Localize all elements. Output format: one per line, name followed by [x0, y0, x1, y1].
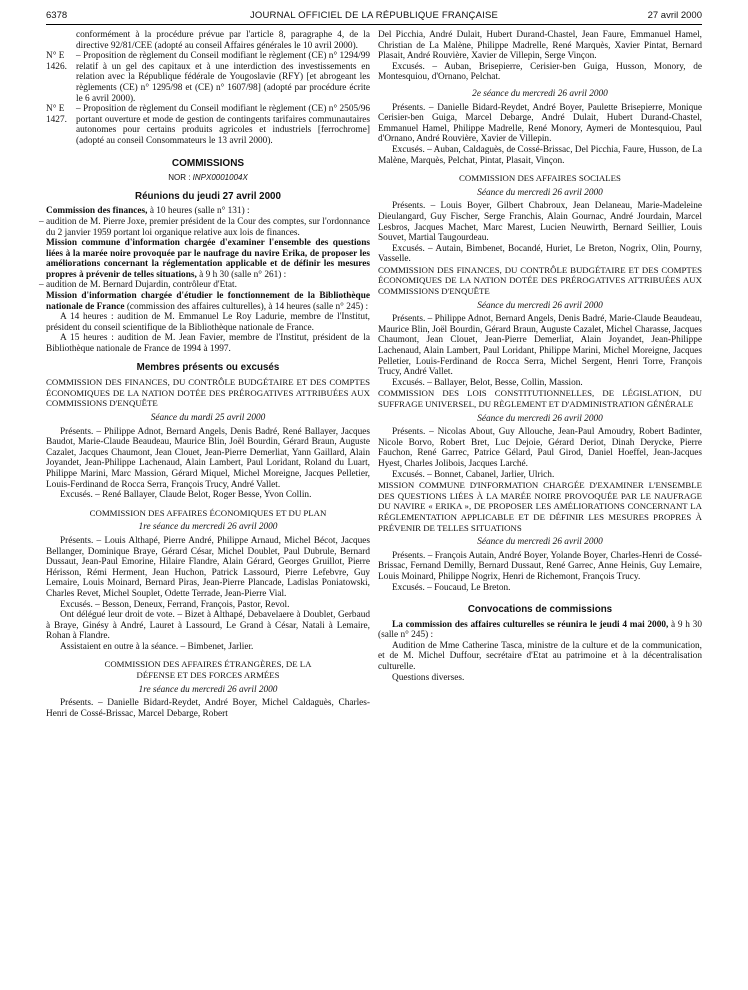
e1427-text: – Proposition de règlement du Conseil modifiant le règlement (CE) n° 2505/96 portant ouverture et mode de gestion de contingents tarifaires communautaires autonomes pour certains produits agricoles et industriels [ferrochrome] (adopté au conseil Consommateurs le 13 avril 2000).: [76, 104, 370, 146]
bib-p1: A 14 heures : audition de M. Emmanuel Le Roy Ladurie, membre de l'Institut, président du conseil scientifique de la Bibliothèque nationale de France.: [46, 312, 370, 333]
cf-excuses: Excusés. – René Ballayer, Claude Belot, Roger Besse, Yvon Collin.: [60, 490, 312, 501]
lois-title: COMMISSION DES LOIS CONSTITUTIONNELLES, DE LÉGISLATION, DU SUFFRAGE UNIVERSEL, DU RÈGLEMENT ET D'ADMINISTRATION GÉNÉRALE: [378, 388, 702, 409]
mission-heading: [46, 238, 370, 280]
etr-title: COMMISSION DES AFFAIRES ÉTRANGÈRES, DE LA DÉFENSE ET DES FORCES ARMÉES: [104, 659, 312, 681]
eco-excuses: Excusés. – Besson, Deneux, Ferrand, François, Pastor, Revol.: [60, 599, 290, 610]
etr-presents: Présents. – Danielle Bidard-Reydet, André Boyer, Michel Caldaguès, Charles-Henri de Cossé-Brissac, Marcel Debarge, Robert: [46, 698, 370, 719]
e1427-key: N° E 1427.: [46, 104, 67, 125]
etr2-presents: Présents. – Danielle Bidard-Reydet, André Boyer, Paulette Brisepierre, Monique Cerisier-ben Guiga, Marcel Debarge, André Dulait, Hubert Durand-Chastel, Emmanuel Hamel, Philippe Madrelle, René Monory, Aymeri de Montesquiou, Paul d'Ornano, André Rouvière, Xavier de Villepin.: [378, 102, 702, 145]
e1427-entry: [46, 104, 370, 146]
page-number: 6378: [46, 10, 68, 21]
fin-seance: Séance du mercredi 26 avril 2000: [477, 300, 603, 311]
right-column: [378, 30, 702, 683]
bib-bold: Mission d'information chargée d'étudier le fonctionnement de la Bibliothèque nationale de France: [46, 291, 370, 312]
e1426-key: N° E 1426.: [46, 51, 67, 72]
intro-text: conformément à la procédure prévue par l'article 8, paragraphe 4, de la directive 92/81/CEE (adopté au conseil Affaires générales le 10 avril 2000).: [76, 30, 370, 51]
eco-presents: Présents. – Louis Althapé, Pierre André, Philippe Arnaud, Michel Bécot, Jacques Bellanger, Dominique Braye, Gérard César, Michel Doublet, Paul Dubrule, Bernard Dussaut, Jean-Paul Emorine, Hilaire Flandre, Alain Gérard, Georges Gruillot, Pierre Hérisson, Rémi Herment, Jean Huchon, Patrick Lassourd, Pierre Lefebvre, Guy Lemaire, Louis Moinard, Bernard Piras, Jean-Pierre Plancade, Ladislas Poniatowski, Charles Revet, Michel Souplet, Odette Terrade, Jean-Pierre Vial.: [46, 535, 370, 599]
left-column: [39, 30, 370, 719]
lois-seance: Séance du mercredi 26 avril 2000: [477, 413, 603, 424]
mission-seance: Séance du mercredi 26 avril 2000: [477, 537, 603, 548]
eco-delegue: Ont délégué leur droit de vote. – Bizet à Althapé, Debavelaere à Doublet, Gerbaud à Braye, Ginésy à André, Lauret à Lassourd, Le Grand à César, Natali à Lemaire, Rohan à Flandre.: [46, 610, 370, 642]
bib-p2: A 15 heures : audition de M. Jean Favier, membre de l'Institut, président de la Bibliothèque nationale de France de 1994 à 1997.: [46, 333, 370, 355]
etr2-seance: 2e séance du mercredi 26 avril 2000: [472, 88, 608, 99]
eco-title: COMMISSION DES AFFAIRES ÉCONOMIQUES ET DU PLAN: [89, 507, 327, 518]
cf-bold: Commission des finances,: [46, 206, 148, 217]
conv-rest: à 9 h 30 (salle n° 245) :: [378, 619, 702, 641]
membres-title: Membres présents ou excusés: [136, 361, 280, 373]
etr-seance: 1re séance du mercredi 26 avril 2000: [138, 684, 278, 695]
cf-presents: Présents. – Philippe Adnot, Bernard Angels, Denis Badré, René Ballayer, Jacques Baudot, Marie-Claude Beaudeau, Maurice Blin, Joël Bourdin, Gérard Braun, Auguste Cazalet, Jacques Chaumont, Jean Clouet, Jean-Pierre Demerliat, Yann Gaillard, Alain Joyandet, Jean-Philippe Lachenaud, Alain Lambert, Paul Loridant, Roland du Luart, Philippe Marini, Marc Massion, Gérard Miquel, Michel Moreigne, Jacques Pelletier, Louis-Ferdinand de Rocca Serra, François Trucy, André Vallet.: [46, 426, 370, 490]
mission-item: – audition de M. Bernard Dujardin, contrôleur d'Etat.: [39, 280, 237, 291]
etr2-excuses: Excusés. – Auban, Caldaguès, de Cossé-Brissac, Del Picchia, Faure, Husson, de La Malène, Marquès, Pelchat, Pintat, Plasait, Vinçon.: [378, 144, 702, 166]
cf-rest: à 10 heures (salle n° 131) :: [147, 206, 250, 217]
nor-label: NOR :: [168, 173, 191, 183]
e1426-text: – Proposition de règlement du Conseil modifiant le règlement (CE) n° 1294/99 relatif à un gel des capitaux et à une interdiction des investissements en relation avec la République fédérale de Yougoslavie (RFY) [et abrogeant les règlements (CE) n° 1295/98 et (CE) n° 1607/98] (adopté par procédure écrite le 6 avril 2000).: [76, 51, 370, 104]
issue-date: 27 avril 2000: [647, 10, 702, 21]
conv-p1: Audition de Mme Catherine Tasca, ministre de la culture et de la communication, et de M. Michel Duffour, secrétaire d'Etat au patrimoine et à la décentralisation culturelle.: [378, 640, 702, 673]
mission-title: MISSION COMMUNE D'INFORMATION CHARGÉE D'EXAMINER L'ENSEMBLE DES QUESTIONS LIÉES À LA MARÉE NOIRE PROVOQUÉE PAR LE NAUFRAGE DU NAVIRE « ERIKA », DE PROPOSER LES AMÉLIORATIONS CONCERNANT LA RÉGLEMENTATION APPLICABLE ET DE DÉFINIR LES MESURES PROPRES À PRÉVENIR DE TELLES SITUATIONS: [378, 480, 702, 533]
soc-seance: Séance du mercredi 26 avril 2000: [477, 187, 603, 198]
fin-excuses: Excusés. – Ballayer, Belot, Besse, Collin, Massion.: [392, 377, 583, 388]
mission-presents: Présents. – François Autain, André Boyer, Yolande Boyer, Charles-Henri de Cossé-Brissac, Fernand Demilly, Bernard Dussaut, René Garrec, Anne Heinis, Guy Lemaire, Louis Moinard, Philippe Nogrix, Henri de Richemont, François Trucy.: [378, 550, 702, 582]
nor-code: INPX0001004X: [192, 173, 248, 183]
soc-excuses: Excusés. – Autain, Bimbenet, Bocandé, Huriet, Le Breton, Nogrix, Olin, Pourny, Vasselle.: [378, 243, 702, 265]
page-header: [46, 10, 702, 24]
cf-heading: [46, 206, 370, 217]
fin-title: COMMISSION DES FINANCES, DU CONTRÔLE BUDGÉTAIRE ET DES COMPTES ÉCONOMIQUES DE LA NATION DOTÉE DES PRÉROGATIVES ATTRIBUÉES AUX COMMISSIONS D'ENQUÊTE: [378, 264, 702, 297]
cf-item: – audition de M. Pierre Joxe, premier président de la Cour des comptes, sur l'ordonnance du 2 janvier 1959 portant loi organique relative aux lois de finances.: [39, 216, 370, 238]
etr-excuses: Excusés. – Auban, Brisepierre, Cerisier-ben Guiga, Husson, Monory, de Montesquiou, d'Ornano, Pelchat.: [378, 61, 702, 83]
eco-assistaient: Assistaient en outre à la séance. – Bimbenet, Jarlier.: [60, 641, 254, 652]
commissions-title: COMMISSIONS: [171, 157, 245, 169]
soc-title: COMMISSION DES AFFAIRES SOCIALES: [459, 173, 621, 184]
conv-heading: [378, 620, 702, 641]
reunions-title: Réunions du jeudi 27 avril 2000: [135, 190, 281, 202]
e1426-entry: [46, 51, 370, 104]
lois-presents: Présents. – Nicolas About, Guy Allouche, Jean-Paul Amoudry, Robert Badinter, Nicole Borvo, Robert Bret, Luc Dejoie, Gérard Deriot, Dinah Derycke, Pierre Fauchon, René Garrec, Patrice Gélard, Paul Girod, Daniel Hoeffel, Jean-Jacques Hyest, Charles Jolibois, Jacques Larché.: [378, 427, 702, 469]
nor-line: [46, 173, 370, 184]
fin-presents: Présents. – Philippe Adnot, Bernard Angels, Denis Badré, Marie-Claude Beaudeau, Maurice Blin, Joël Bourdin, Gérard Braun, Auguste Cazalet, Michel Charasse, Jacques Chaumont, Jean Clouet, Jean-Pierre Demerliat, Alain Joyandet, Jean-Philippe Lachenaud, Alain Lambert, Paul Loridant, Philippe Marini, Michel Moreigne, Jacques Pelletier, Louis-Ferdinand de Rocca Serra, Michel Sergent, Henri Torre, François Trucy, André Vallet.: [378, 314, 702, 378]
soc-presents: Présents. – Louis Boyer, Gilbert Chabroux, Jean Delaneau, Marie-Madeleine Dieulangard, Guy Fischer, Serge Franchis, Alain Gournac, André Jourdain, Marcel Lesbros, Jacques Machet, Marc Marest, Lucien Neuwirth, Bernard Seillier, Louis Souvet, Martial Taugourdeau.: [378, 201, 702, 244]
mission-rest: à 9 h 30 (salle n° 261) :: [196, 269, 287, 280]
conv-p2: Questions diverses.: [392, 672, 465, 683]
mission-bold: Mission commune d'information chargée d'examiner l'ensemble des questions liées à la marée noire provoquée par le naufrage du navire Erika, de proposer les améliorations concernant la réglementation applicable et de définir les mesures propres à prévenir de telles situations,: [46, 238, 370, 280]
bib-heading: [46, 291, 370, 312]
bib-rest: (commission des affaires culturelles), à 14 heures (salle n° 245) :: [124, 301, 369, 312]
journal-title: JOURNAL OFFICIEL DE LA RÉPUBLIQUE FRANÇAISE: [249, 10, 499, 21]
cf-full-title: COMMISSION DES FINANCES, DU CONTRÔLE BUDGÉTAIRE ET DES COMPTES ÉCONOMIQUES DE LA NATION DOTÉE DES PRÉROGATIVES ATTRIBUÉES AUX COMMISSIONS D'ENQUÊTE: [46, 377, 370, 409]
conv-bold: La commission des affaires culturelles se réunira le jeudi 4 mai 2000,: [392, 619, 669, 630]
convocations-title: Convocations de commissions: [467, 604, 613, 616]
lois-excuses: Excusés. – Bonnet, Cabanel, Jarlier, Ulrich.: [392, 469, 555, 480]
mission-excuses: Excusés. – Foucaud, Le Breton.: [392, 582, 511, 593]
cf-seance: Séance du mardi 25 avril 2000: [150, 413, 266, 423]
etr-continued: Del Picchia, André Dulait, Hubert Durand-Chastel, Jean Faure, Emmanuel Hamel, Christian de La Malène, Philippe Madrelle, René Marquès, Xavier Pintat, Bernard Plasait, André Rouvière, Xavier de Villepin, Serge Vinçon.: [378, 30, 702, 62]
eco-seance: 1re séance du mercredi 26 avril 2000: [138, 522, 278, 533]
header-rule: [46, 24, 702, 25]
